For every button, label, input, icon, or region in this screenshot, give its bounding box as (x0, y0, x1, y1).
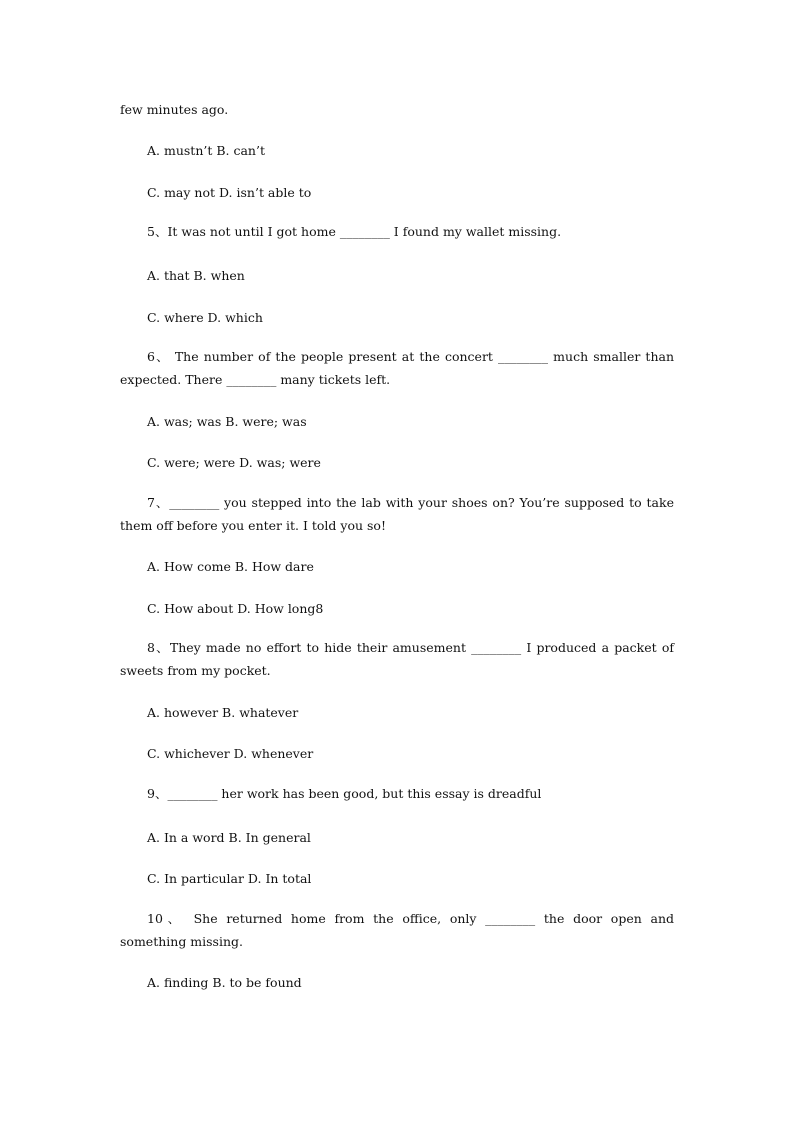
question-5-options-cd: C. where D. which (147, 310, 263, 325)
question-7-options-ab: A. How come B. How dare (147, 559, 314, 574)
question-6-options-ab: A. was; was B. were; was (147, 414, 307, 429)
q4-options-ab: A. mustn’t B. can’t (147, 143, 265, 158)
question-6-stem: 6、 The number of the people present at the concert ________ much smaller than expected. There ________ many tickets left. (120, 349, 674, 387)
continuation-text: few minutes ago. (120, 102, 229, 117)
question-9-options-ab: A. In a word B. In general (147, 830, 311, 845)
question-7-options-cd: C. How about D. How long8 (147, 601, 324, 616)
question-6-options-cd: C. were; were D. was; were (147, 455, 321, 470)
question-8-options-ab: A. however B. whatever (147, 705, 299, 720)
question-8-options-cd: C. whichever D. whenever (147, 746, 314, 761)
question-5-options-ab: A. that B. when (147, 268, 245, 283)
question-8-stem: 8、They made no effort to hide their amusement ________ I produced a packet of sweets from my pocket. (120, 640, 674, 678)
question-7-stem: 7、________ you stepped into the lab with your shoes on? You’re supposed to take them off before you enter it. I told you so! (120, 495, 674, 533)
q4-options-cd: C. may not D. isn’t able to (147, 185, 312, 200)
question-9-stem: 9、________ her work has been good, but this essay is dreadful (147, 786, 542, 801)
question-5-stem: 5、It was not until I got home ________ I found my wallet missing. (147, 224, 562, 239)
question-10-stem: 10、 She returned home from the office, only ________ the door open and something missing. (120, 911, 674, 949)
question-10-options-ab: A. finding B. to be found (147, 975, 302, 990)
question-9-options-cd: C. In particular D. In total (147, 871, 312, 886)
